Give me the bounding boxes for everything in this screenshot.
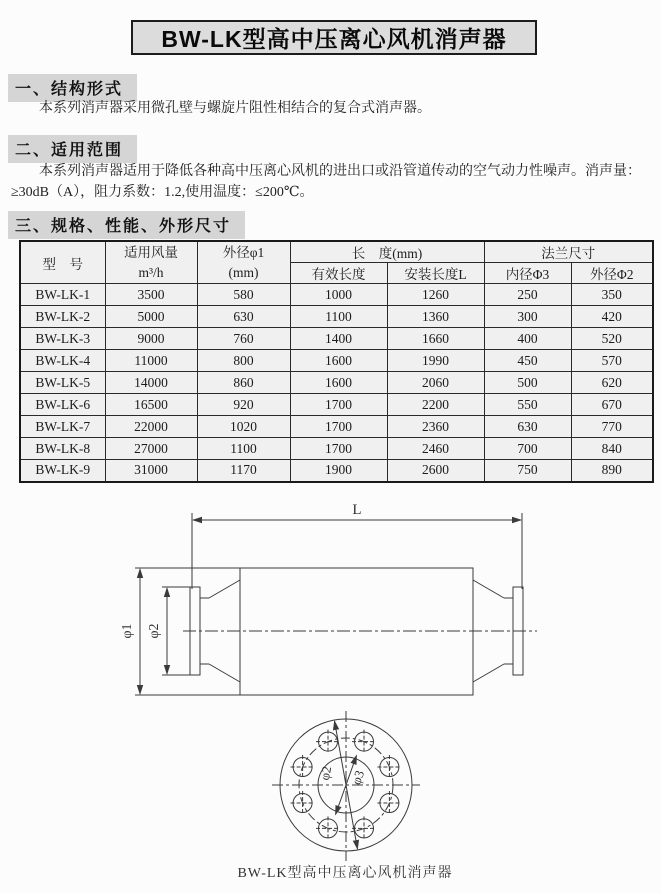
cell-install-len: 1660: [387, 328, 484, 350]
cell-od: 760: [197, 328, 290, 350]
section-1-heading: 一、结构形式: [8, 74, 137, 102]
cell-install-len: 2060: [387, 372, 484, 394]
phi3-flange-dim-label: φ3: [348, 768, 368, 787]
cell-airflow: 31000: [105, 460, 197, 482]
side-view-drawing: [120, 502, 537, 695]
cell-od: 1170: [197, 460, 290, 482]
cell-install-len: 1990: [387, 350, 484, 372]
col-header-install-len: 安装长度L: [387, 263, 484, 284]
cell-eff-len: 1000: [290, 284, 387, 306]
cell-flange-od: 890: [571, 460, 653, 482]
cell-model: BW-LK-8: [20, 438, 105, 460]
section-3-heading: 三、规格、性能、外形尺寸: [8, 211, 245, 239]
length-dim-label: L: [352, 502, 362, 518]
section-2-heading: 二、适用范围: [8, 135, 137, 163]
cell-flange-od: 350: [571, 284, 653, 306]
cell-eff-len: 1100: [290, 306, 387, 328]
cell-eff-len: 1600: [290, 350, 387, 372]
cell-airflow: 3500: [105, 284, 197, 306]
cell-eff-len: 1700: [290, 438, 387, 460]
cell-od: 1100: [197, 438, 290, 460]
cell-airflow: 22000: [105, 416, 197, 438]
cell-eff-len: 1700: [290, 394, 387, 416]
cell-install-len: 2360: [387, 416, 484, 438]
cell-airflow: 16500: [105, 394, 197, 416]
cell-flange-id: 750: [484, 460, 571, 482]
document-title: [131, 20, 537, 55]
table-row: [20, 372, 653, 394]
cell-flange-od: 520: [571, 328, 653, 350]
cell-model: BW-LK-2: [20, 306, 105, 328]
cell-airflow: 9000: [105, 328, 197, 350]
cell-flange-id: 500: [484, 372, 571, 394]
cell-od: 1020: [197, 416, 290, 438]
cell-flange-od: 670: [571, 394, 653, 416]
cell-model: BW-LK-5: [20, 372, 105, 394]
col-header-od: [197, 241, 290, 284]
col-header-eff-len: 有效长度: [290, 263, 387, 284]
cell-install-len: 2460: [387, 438, 484, 460]
cell-airflow: 11000: [105, 350, 197, 372]
cell-od: 580: [197, 284, 290, 306]
cell-od: 860: [197, 372, 290, 394]
table-row: [20, 394, 653, 416]
col-header-length-group: 长 度(mm): [290, 241, 484, 263]
col-header-airflow: [105, 241, 197, 284]
col-header-airflow-line1: 适用风量: [124, 244, 178, 260]
drawing-caption: BW-LK型高中压离心风机消声器: [237, 866, 453, 881]
flange-view-drawing: [272, 711, 420, 861]
cell-model: BW-LK-6: [20, 394, 105, 416]
cell-od: 800: [197, 350, 290, 372]
cell-od: 630: [197, 306, 290, 328]
cell-flange-id: 630: [484, 416, 571, 438]
cell-eff-len: 1700: [290, 416, 387, 438]
cell-model: BW-LK-1: [20, 284, 105, 306]
cell-flange-od: 420: [571, 306, 653, 328]
cell-flange-id: 450: [484, 350, 571, 372]
cell-airflow: 5000: [105, 306, 197, 328]
table-row: [20, 328, 653, 350]
cell-eff-len: 1600: [290, 372, 387, 394]
cell-model: BW-LK-3: [20, 328, 105, 350]
spec-table: [19, 240, 654, 483]
table-row: [20, 350, 653, 372]
cell-install-len: 2200: [387, 394, 484, 416]
cell-airflow: 27000: [105, 438, 197, 460]
phi2-flange-dim-label: φ2: [316, 765, 335, 782]
technical-drawing: [0, 497, 661, 862]
cell-flange-id: 250: [484, 284, 571, 306]
cell-model: BW-LK-4: [20, 350, 105, 372]
cell-flange-od: 570: [571, 350, 653, 372]
cell-install-len: 1260: [387, 284, 484, 306]
table-row: [20, 284, 653, 306]
table-row: [20, 416, 653, 438]
col-header-od-line1: 外径φ1: [222, 244, 265, 260]
cell-model: BW-LK-9: [20, 460, 105, 482]
cell-model: BW-LK-7: [20, 416, 105, 438]
cell-eff-len: 1400: [290, 328, 387, 350]
col-header-od-unit: (mm): [228, 264, 259, 280]
section-2-body: 本系列消声器适用于降低各种高中压离心风机的进出口或沿管道传动的空气动力性噪声。消声量：≥30dB（A），阻力系数：1.2,使用温度：≤200℃。: [11, 164, 641, 200]
cell-flange-od: 840: [571, 438, 653, 460]
cell-flange-id: 400: [484, 328, 571, 350]
cell-install-len: 2600: [387, 460, 484, 482]
cell-install-len: 1360: [387, 306, 484, 328]
cell-flange-id: 300: [484, 306, 571, 328]
cell-flange-id: 700: [484, 438, 571, 460]
cell-od: 920: [197, 394, 290, 416]
cell-airflow: 14000: [105, 372, 197, 394]
table-row: [20, 460, 653, 482]
col-header-airflow-unit: m³/h: [138, 264, 164, 280]
table-row: [20, 438, 653, 460]
document-title-text: BW-LK型高中压离心风机消声器: [161, 26, 507, 52]
col-header-flange-group: 法兰尺寸: [484, 241, 653, 263]
cell-flange-id: 550: [484, 394, 571, 416]
cell-eff-len: 1900: [290, 460, 387, 482]
section-1-body: 本系列消声器采用微孔壁与螺旋片阻性相结合的复合式消声器。: [39, 101, 431, 116]
phi1-dim-label: φ1: [120, 623, 135, 639]
table-row: [20, 306, 653, 328]
cell-flange-od: 620: [571, 372, 653, 394]
col-header-flange-id: 内径Φ3: [484, 263, 571, 284]
col-header-flange-od: 外径Φ2: [571, 263, 653, 284]
cell-flange-od: 770: [571, 416, 653, 438]
col-header-model: 型 号: [20, 241, 105, 284]
phi2-side-dim-label: φ2: [147, 623, 162, 639]
